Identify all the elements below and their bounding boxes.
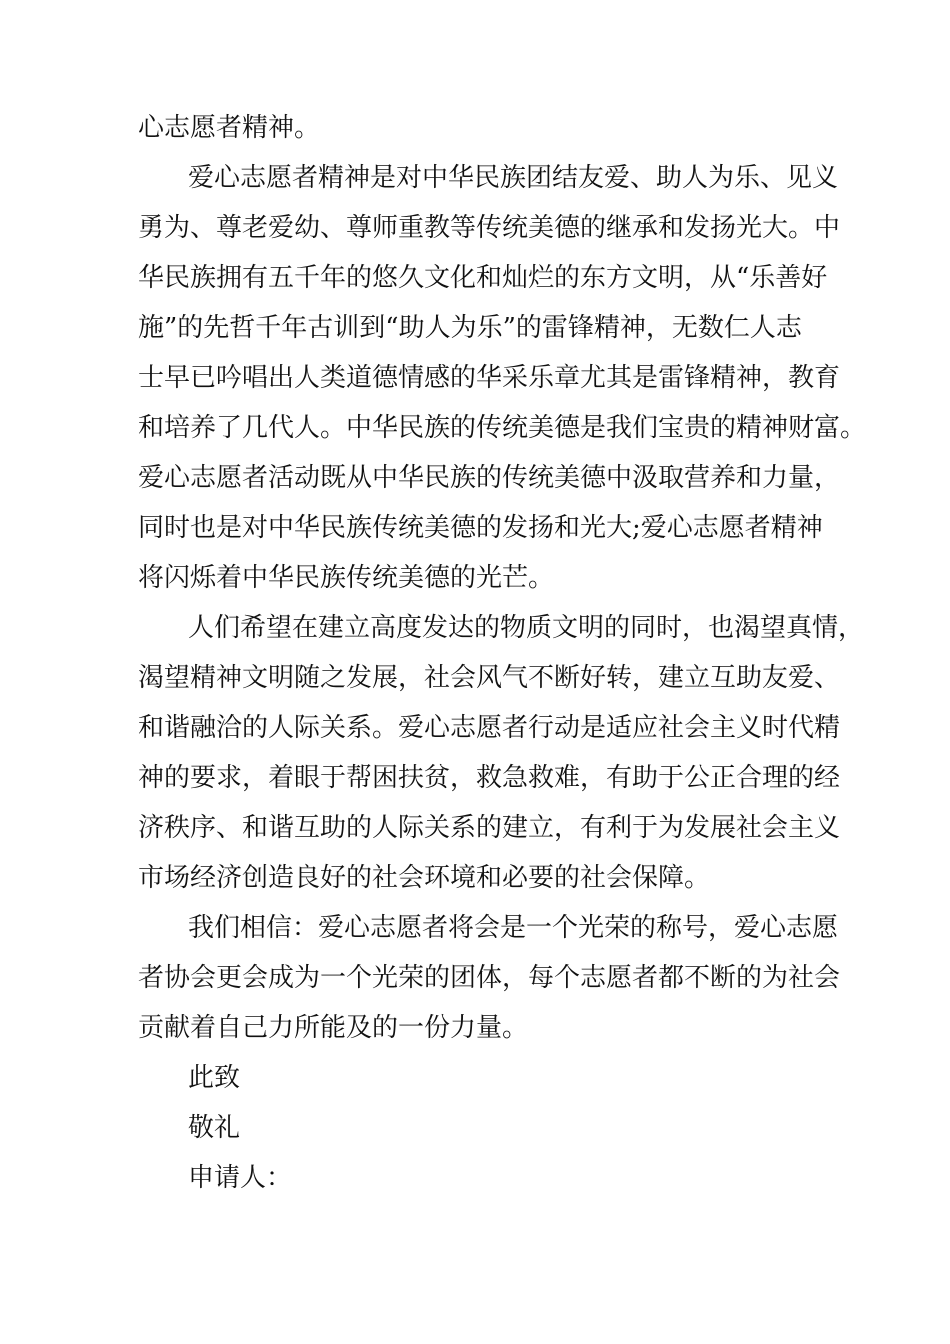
text-line: 华民族拥有五千年的悠久文化和灿烂的东方文明，从“乐善好 [138, 263, 828, 293]
text-line: 者协会更会成为一个光荣的团体，每个志愿者都不断的为社会 [138, 963, 841, 993]
text-line: 同时也是对中华民族传统美德的发扬和光大;爱心志愿者精神 [138, 513, 823, 543]
text-line: 爱心志愿者活动既从中华民族的传统美德中汲取营养和力量， [138, 463, 841, 493]
text-line: 济秩序、和谐互助的人际关系的建立，有利于为发展社会主义 [138, 813, 841, 843]
text-line: 将闪烁着中华民族传统美德的光芒。 [138, 563, 555, 593]
text-line: 和谐融洽的人际关系。爱心志愿者行动是适应社会主义时代精 [138, 713, 841, 743]
closing-regards: 敬礼 [188, 1113, 241, 1143]
text-line: 渴望精神文明随之发展，社会风气不断好转，建立互助友爱、 [138, 663, 841, 693]
closing-salutation: 此致 [188, 1063, 241, 1093]
text-line: 和培养了几代人。中华民族的传统美德是我们宝贵的精神财富。 [138, 413, 867, 443]
text-line: 士早已吟唱出人类道德情感的华采乐章尤其是雷锋精神，教育 [138, 363, 841, 393]
paragraph-line: 人们希望在建立高度发达的物质文明的同时，也渴望真情， [188, 613, 865, 643]
text-line: 心志愿者精神。 [138, 113, 321, 143]
paragraph-line: 我们相信：爱心志愿者将会是一个光荣的称号，爱心志愿 [188, 913, 839, 943]
text-line: 施”的先哲千年古训到“助人为乐”的雷锋精神，无数仁人志 [138, 313, 802, 343]
text-line: 勇为、尊老爱幼、尊师重教等传统美德的继承和发扬光大。中 [138, 213, 841, 243]
applicant-label: 申请人： [188, 1163, 293, 1193]
text-line: 贡献着自己力所能及的一份力量。 [138, 1013, 529, 1043]
paragraph-line: 爱心志愿者精神是对中华民族团结友爱、助人为乐、见义 [188, 163, 839, 193]
text-line: 市场经济创造良好的社会环境和必要的社会保障。 [138, 863, 711, 893]
text-line: 神的要求，着眼于帮困扶贫，救急救难，有助于公正合理的经 [138, 763, 841, 793]
